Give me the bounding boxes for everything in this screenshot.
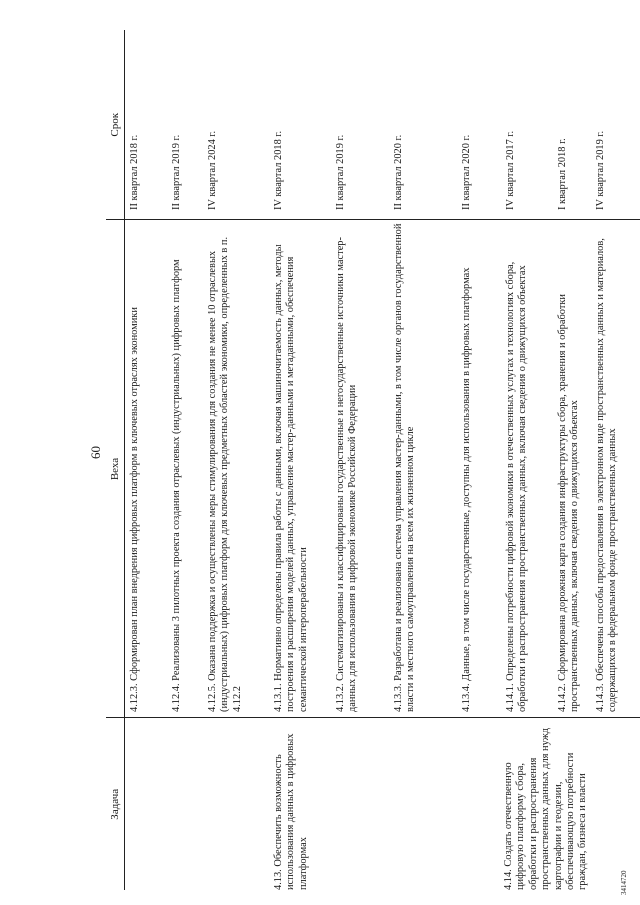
- deadline-cell: I квартал 2018 г.: [557, 138, 568, 210]
- milestone-cell: 4.13.2. Систематизированы и классифицированы государственные и негосударственные источники мастер-данных для использования в цифровой экономике Российской Федерации: [335, 237, 359, 712]
- task-cell: [205, 718, 271, 890]
- milestone-cell: 4.14.1. Определены потребности цифровой экономики в отечественных услугах и технологиях сбора, обработки и распространения пространственных данных, включая сведения о движущихся объектах: [505, 261, 529, 712]
- task-cell: [459, 718, 503, 890]
- table-header-row: [106, 30, 125, 890]
- milestone-cell: 4.13.4. Данные, в том числе государственные, доступны для использования в цифровых платформах: [461, 267, 472, 712]
- deadline-cell: II квартал 2020 г.: [461, 134, 472, 210]
- deadline-cell: II квартал 2020 г.: [393, 134, 404, 210]
- deadline-cell: II квартал 2019 г.: [335, 134, 346, 210]
- task-cell: 4.14. Создать отечественную цифровую платформу сбора, обработки и распространения пространственных данных для нужд картографии и геодезии, обеспечивающую потребности граждан, бизнеса и власти: [503, 727, 589, 890]
- deadline-cell: IV квартал 2017 г.: [505, 130, 516, 210]
- task-cell: [125, 718, 170, 890]
- table-row: [205, 30, 271, 890]
- task-cell: [169, 718, 205, 890]
- deadline-cell: IV квартал 2024 г.: [207, 130, 218, 210]
- column-divider: [106, 717, 640, 718]
- page-number: 60: [88, 446, 103, 459]
- milestone-cell: 4.14.2. Сформирована дорожная карта создания инфраструктуры сбора, хранения и обработки пространственных данных, включая сведения о движущихся объектах: [557, 294, 581, 712]
- table-row: [391, 30, 459, 890]
- task-cell: 4.13. Обеспечить возможность использования данных в цифровых платформах: [273, 733, 309, 890]
- deadline-cell: II квартал 2018 г.: [129, 134, 140, 210]
- roadmap-table: [106, 30, 633, 890]
- table-row: [169, 30, 205, 890]
- milestone-cell: 4.12.3. Сформирован план внедрения цифровых платформ в ключевых отраслях экономики: [129, 307, 140, 712]
- milestone-cell: 4.13.1. Нормативно определены правила работы с данными, включая машиночитаемость данных, методы построения и расширения моделей данных, управление мастер-данными и метаданными, обеспечения семантической интероперабельности: [273, 244, 309, 712]
- deadline-cell: II квартал 2019 г.: [171, 134, 182, 210]
- header-task: Задача: [106, 718, 125, 890]
- milestone-cell: 4.12.5. Оказана поддержка и осуществлены меры стимулирования для создания не менее 10 отраслевых (индустриальных) цифровых платформ для ключевых предметных областей экономики, определенных в п. 4.12.2: [207, 236, 243, 712]
- task-cell: [333, 718, 391, 890]
- deadline-cell: IV квартал 2018 г.: [273, 130, 284, 210]
- deadline-cell: IV квартал 2019 г.: [595, 130, 606, 210]
- milestone-cell: 4.14.3. Обеспечены способы предоставления в электронном виде пространственных данных и материалов, содержащихся в федеральном фонде пространственных данных: [595, 238, 619, 712]
- document-id: 3414720: [620, 870, 628, 895]
- header-deadline: Срок: [106, 30, 125, 220]
- column-divider: [106, 219, 640, 220]
- task-cell: [391, 718, 459, 890]
- table-row: [271, 30, 333, 890]
- table-row: [503, 30, 555, 890]
- table-row: [459, 30, 503, 890]
- milestone-cell: 4.13.3. Разработана и реализована система управления мастер-данными, в том числе органов государственной власти и местного самоуправления на всем их жизненном цикле: [393, 223, 417, 712]
- header-milestone: Веха: [106, 220, 125, 718]
- milestone-cell: 4.12.4. Реализованы 3 пилотных проекта создания отраслевых (индустриальных) цифровых платформ: [171, 259, 182, 712]
- table-row: [333, 30, 391, 890]
- table-row: [125, 30, 170, 890]
